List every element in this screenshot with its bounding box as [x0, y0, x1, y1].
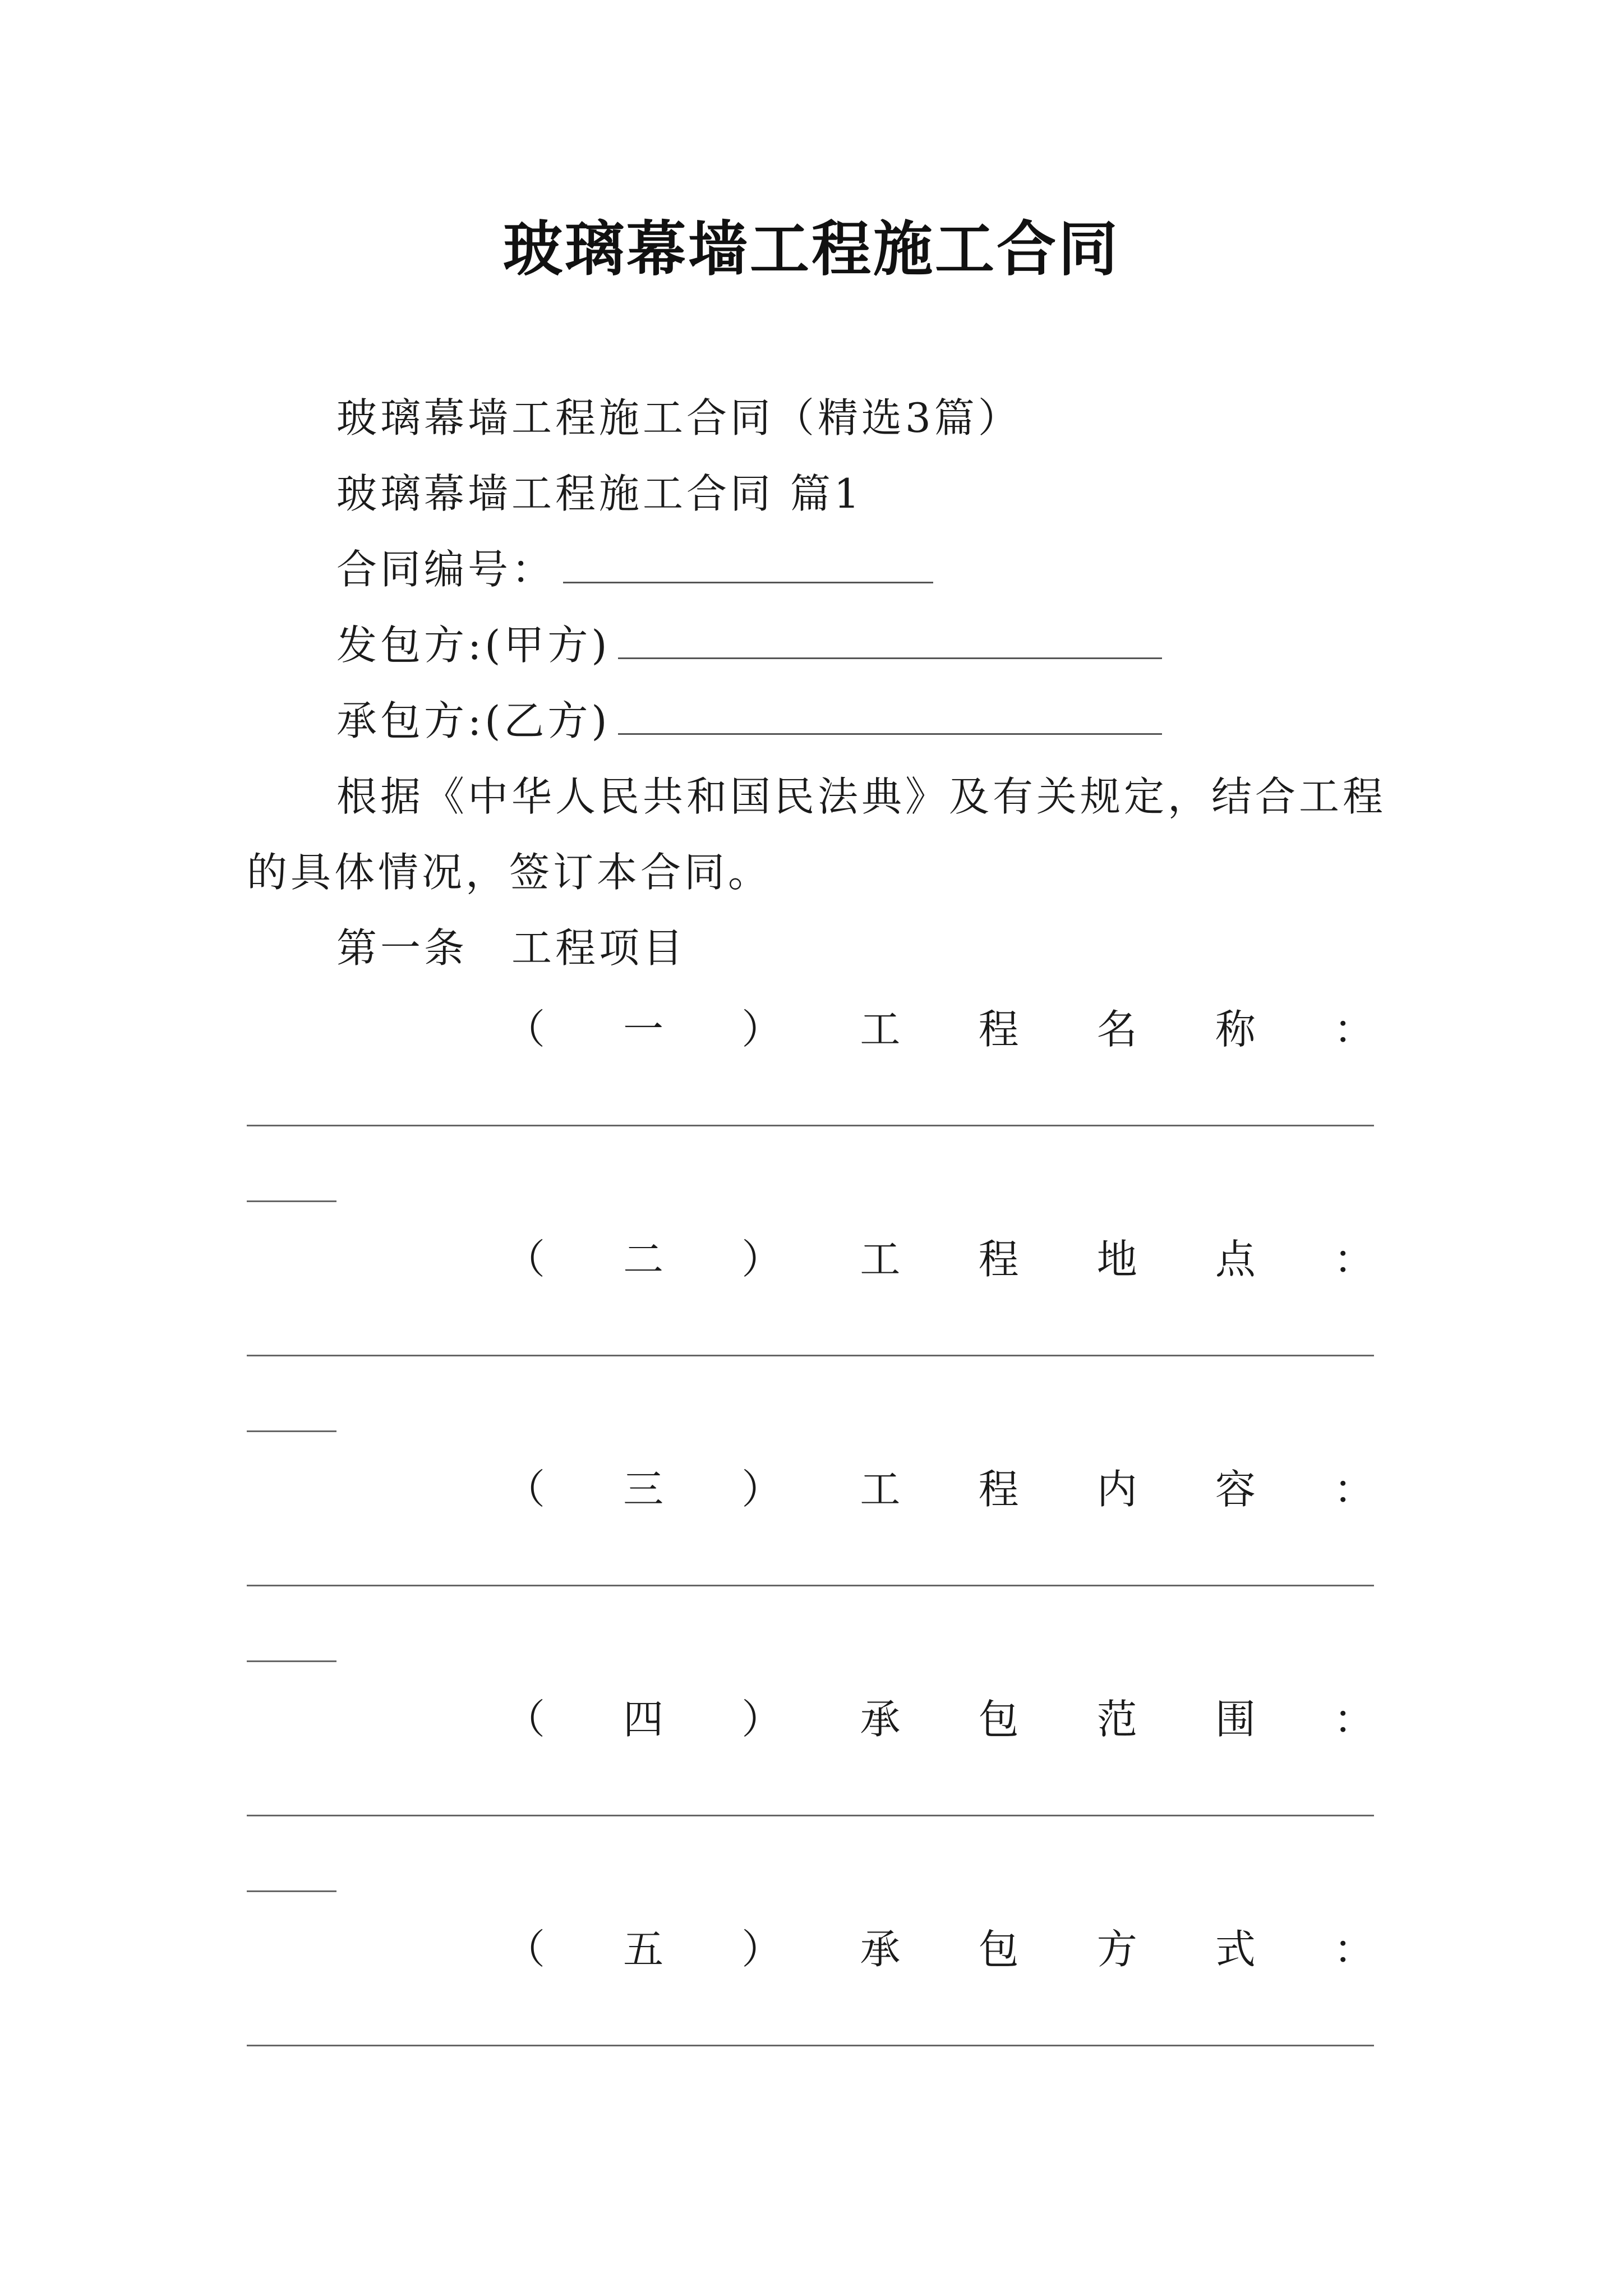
item-label-char: 工	[860, 1466, 901, 1513]
contract-number-label: 合同编号：	[336, 546, 556, 593]
item-open-paren: （	[505, 1236, 546, 1283]
item-label-char: 程	[978, 1236, 1019, 1283]
item-number: 五	[623, 1926, 664, 1973]
party-a-label: 发包方:(甲方)	[336, 622, 611, 669]
item-open-paren: （	[505, 1696, 546, 1743]
item-label-char: 内	[1096, 1466, 1137, 1513]
party-b-blank	[618, 700, 1162, 735]
party-a-row	[336, 614, 1162, 676]
item-2-fill-short	[247, 1430, 336, 1432]
item-1-row	[505, 999, 1374, 1060]
intro-line-1: 根据《中华人民共和国民法典》及有关规定，结合工程	[336, 773, 1387, 820]
item-number: 三	[623, 1466, 664, 1513]
item-colon: ：	[1333, 1466, 1374, 1513]
item-number: 四	[623, 1696, 664, 1743]
item-label-char: 名	[1096, 1006, 1137, 1053]
item-colon: ：	[1333, 1696, 1374, 1743]
item-label-char: 承	[860, 1926, 901, 1973]
item-open-paren: （	[505, 1466, 546, 1513]
item-label-char: 包	[978, 1926, 1019, 1973]
item-1-fill-short	[247, 1200, 336, 1202]
item-4-row	[505, 1688, 1374, 1750]
item-label-char: 承	[860, 1696, 901, 1743]
party-a-blank	[618, 624, 1162, 659]
item-close-paren: ）	[741, 1926, 782, 1973]
item-label-char: 方	[1096, 1926, 1137, 1973]
contract-number-row	[336, 539, 933, 600]
item-label-char: 围	[1215, 1696, 1256, 1743]
item-open-paren: （	[505, 1006, 546, 1053]
item-label-char: 工	[860, 1006, 901, 1053]
item-label-char: 程	[978, 1006, 1019, 1053]
contract-number-blank	[563, 548, 933, 583]
party-b-label: 承包方:(乙方)	[336, 697, 611, 744]
item-close-paren: ）	[741, 1466, 782, 1513]
item-5-fill-line	[247, 2045, 1374, 2046]
item-colon: ：	[1333, 1236, 1374, 1283]
item-label-char: 包	[978, 1696, 1019, 1743]
item-number: 一	[623, 1006, 664, 1053]
item-3-fill-short	[247, 1660, 336, 1662]
item-2-row	[505, 1228, 1374, 1290]
item-label-char: 地	[1096, 1236, 1137, 1283]
item-4-fill-short	[247, 1890, 336, 1892]
item-3-row	[505, 1458, 1374, 1520]
item-label-char: 程	[978, 1466, 1019, 1513]
item-2-fill-line	[247, 1355, 1374, 1356]
item-colon: ：	[1333, 1926, 1374, 1973]
item-label-char: 点	[1215, 1236, 1256, 1283]
document-title: 玻璃幕墙工程施工合同	[503, 214, 1120, 284]
item-close-paren: ）	[741, 1236, 782, 1283]
intro-line-2: 的具体情况，签订本合同。	[247, 849, 772, 896]
item-number: 二	[623, 1236, 664, 1283]
item-label-char: 式	[1215, 1926, 1256, 1973]
item-open-paren: （	[505, 1926, 546, 1973]
item-colon: ：	[1333, 1006, 1374, 1053]
section-heading: 玻璃幕墙工程施工合同 篇1	[336, 470, 863, 517]
item-5-row	[505, 1918, 1374, 1980]
item-4-fill-line	[247, 1815, 1374, 1816]
item-3-fill-line	[247, 1585, 1374, 1586]
item-label-char: 工	[860, 1236, 901, 1283]
item-label-char: 容	[1215, 1466, 1256, 1513]
article-1-heading: 第一条 工程项目	[336, 924, 687, 972]
item-close-paren: ）	[741, 1006, 782, 1053]
item-1-fill-line	[247, 1125, 1374, 1126]
party-b-row	[336, 690, 1162, 752]
subtitle: 玻璃幕墙工程施工合同（精选3篇）	[336, 394, 1022, 441]
item-label-char: 范	[1096, 1696, 1137, 1743]
item-label-char: 称	[1215, 1006, 1256, 1053]
item-close-paren: ）	[741, 1696, 782, 1743]
